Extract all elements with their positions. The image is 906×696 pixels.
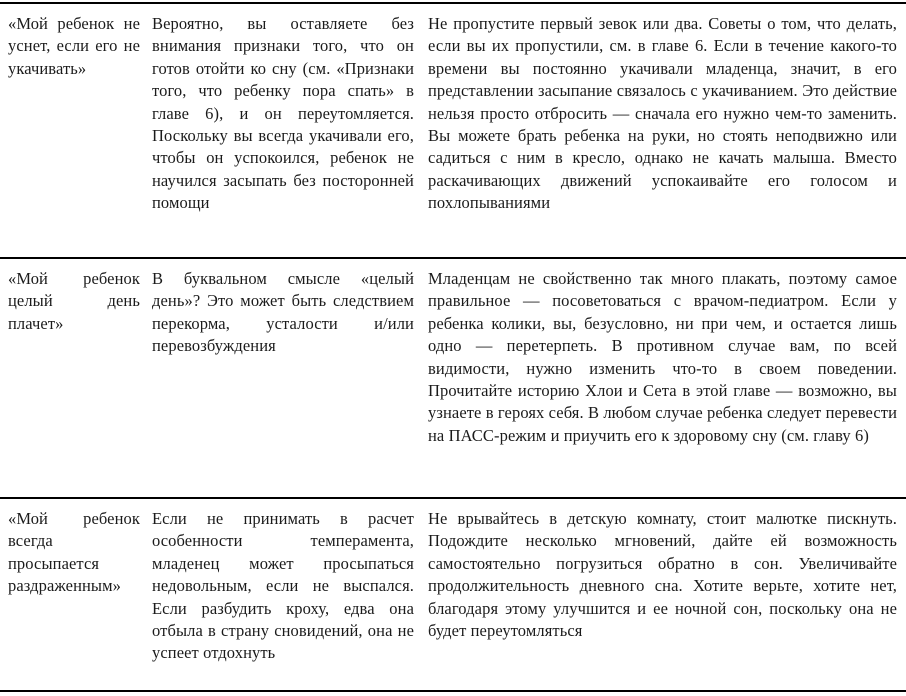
- cell-explanation: Если не принимать в расчет особенности темперамента, младенец может просыпаться недовольным, если не выспался. Если разбудить кроху, едва она отбыла в страну сновидений, она не успеет отдохнуть: [152, 509, 414, 663]
- cell-advice: Младенцам не свойственно так много плакать, поэтому самое правильное — посоветоваться с врачом-педиатром. Если у ребенка колики, вы, безусловно, ни при чем, и остается лишь одно — перетерпеть. В противном случае вам, по всей видимости, нужно изменить что-то в своем поведении. Прочитайте историю Хлои и Сета в этой главе — возможно, вы узнаете в героях себя. В любом случае ребенка следует перевести на ПАСС-режим и приучить его к здоровому сну (см. главу 6): [428, 269, 897, 445]
- cell-explanation: В буквальном смысле «целый день»? Это может быть следствием перекорма, усталости и/или перевозбуждения: [152, 269, 414, 356]
- table-bottom-border: [0, 690, 906, 692]
- cell-problem-quote: «Мой ребенок целый день плачет»: [8, 269, 140, 333]
- cell-problem-quote: «Мой ребенок всегда просыпается раздраженным»: [8, 509, 140, 596]
- table-row: [0, 259, 906, 497]
- table-row: [0, 499, 906, 690]
- table-row: [0, 4, 906, 257]
- cell-advice: Не пропустите первый зевок или два. Советы о том, что делать, если вы их пропустили, см. в главе 6. Если в течение какого-то времени вы постоянно укачивали младенца, значит, в его представлении засыпание связалось с укачиванием. Это действие нельзя просто отбросить — сначала его нужно чем-то заменить. Вы можете брать ребенка на руки, но стоять неподвижно или садиться с ним в кресло, однако не качать малыша. Вместо раскачивающих движений успокаивайте его голосом и похлопываниями: [428, 14, 897, 213]
- cell-problem-quote: «Мой ребенок не уснет, если его не укачивать»: [8, 14, 140, 78]
- cell-advice: Не врывайтесь в детскую комнату, стоит малютке пискнуть. Подождите несколько мгновений, дайте ей возможность самостоятельно погрузиться обратно в сон. Увеличивайте продолжительность дневного сна. Хотите верьте, хотите нет, благодаря этому улучшится и ее ночной сон, поскольку она не будет переутомляться: [428, 509, 897, 641]
- cell-explanation: Вероятно, вы оставляете без внимания признаки того, что он готов отойти ко сну (см. «Признаки того, что ребенку пора спать» в главе 6), и он переутомляется. Поскольку вы всегда укачивали его, чтобы он успокоился, ребенок не научился засыпать без посторонней помощи: [152, 14, 414, 213]
